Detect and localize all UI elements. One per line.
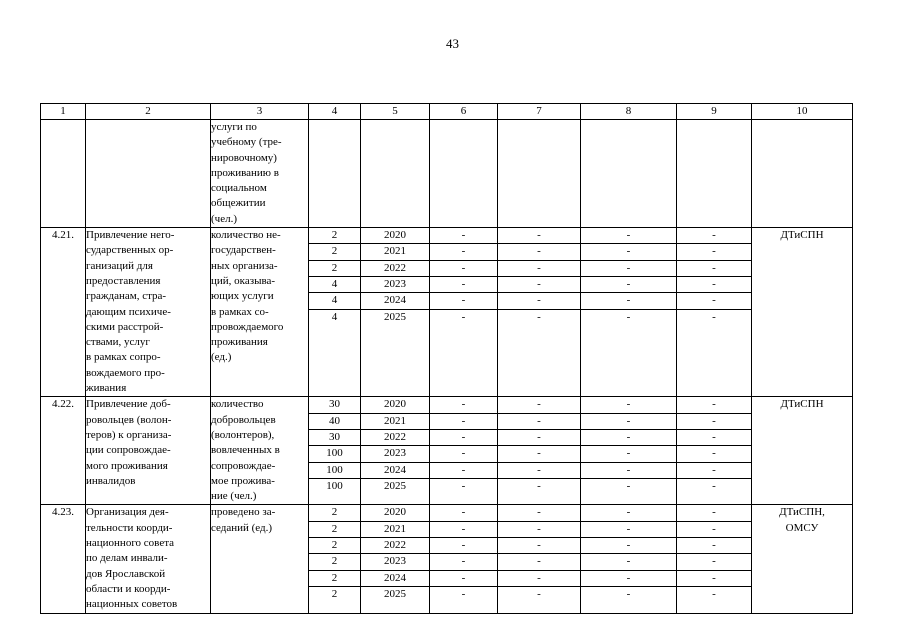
dash-value: - xyxy=(677,228,751,244)
measure-row xyxy=(41,397,853,505)
dash-value: - xyxy=(430,446,497,462)
dash-value: - xyxy=(677,554,751,570)
dash-value: - xyxy=(581,463,676,479)
program-table xyxy=(40,103,853,614)
cell xyxy=(86,120,211,228)
dash-value: - xyxy=(581,293,676,309)
stacked-cell-values xyxy=(309,505,361,613)
dash-value: - xyxy=(581,430,676,446)
indicator-value: 2 xyxy=(309,505,360,521)
dash-value: - xyxy=(581,446,676,462)
dash-value: - xyxy=(677,261,751,277)
stacked-cell-col6 xyxy=(430,397,498,505)
header-col-9: 9 xyxy=(677,104,752,120)
indicator-value: 2 xyxy=(309,538,360,554)
indicator-value: 4 xyxy=(309,293,360,309)
dash-value: - xyxy=(677,414,751,430)
dash-value: - xyxy=(498,414,580,430)
year-value: 2025 xyxy=(384,587,406,600)
dash-value: - xyxy=(498,571,580,587)
indicator-name: проведено за- седаний (ед.) xyxy=(211,505,309,613)
header-col-10: 10 xyxy=(752,104,853,120)
stacked-cell-years xyxy=(361,505,430,613)
dash-value: - xyxy=(537,310,541,323)
stacked-cell-col9 xyxy=(677,228,752,397)
header-col-3: 3 xyxy=(211,104,309,120)
header-col-5: 5 xyxy=(361,104,430,120)
row-id: 4.23. xyxy=(41,505,86,613)
row-id: 4.21. xyxy=(41,228,86,397)
stacked-cell-values xyxy=(309,228,361,397)
dash-value: - xyxy=(537,479,541,492)
cell xyxy=(677,120,752,228)
dash-value: - xyxy=(677,446,751,462)
indicator-value: 100 xyxy=(309,446,360,462)
dash-value: - xyxy=(581,228,676,244)
dash-value: - xyxy=(430,554,497,570)
dash-value: - xyxy=(461,587,466,600)
indicator-value: 2 xyxy=(309,522,360,538)
indicator-value: 30 xyxy=(309,430,360,446)
row-id: 4.22. xyxy=(41,397,86,505)
cell xyxy=(309,120,361,228)
measure-row xyxy=(41,228,853,397)
dash-value: - xyxy=(626,587,631,600)
continuation-indicator: услуги по учебному (тре- нировочному) проживанию в социальном общежитии (чел.) xyxy=(211,120,309,228)
measure-name: Привлечение него- сударственных ор- ганизаций для предоставления гражданам, стра- дающим психиче- скими расстрой- ствами, услуг в рамках сопро- вождаемого про- живания xyxy=(86,228,211,397)
stacked-cell-col6 xyxy=(430,505,498,613)
executor: ДТиСПН, ОМСУ xyxy=(752,505,853,613)
dash-value: - xyxy=(430,463,497,479)
dash-value: - xyxy=(677,293,751,309)
dash-value: - xyxy=(461,310,466,323)
indicator-value: 40 xyxy=(309,414,360,430)
stacked-cell-col6 xyxy=(430,228,498,397)
page-number: 43 xyxy=(446,36,459,51)
indicator-value: 2 xyxy=(309,244,360,260)
dash-value: - xyxy=(430,244,497,260)
stacked-cell-col7 xyxy=(498,228,581,397)
header-col-8: 8 xyxy=(581,104,677,120)
stacked-cell-col8 xyxy=(581,397,677,505)
dash-value: - xyxy=(498,522,580,538)
cell xyxy=(361,120,430,228)
indicator-name: количество не- государствен- ных организа- ций, оказыва- ющих услуги в рамках со- провождаемого проживания (ед.) xyxy=(211,228,309,397)
continuation-row xyxy=(41,120,853,228)
stacked-cell-col9 xyxy=(677,397,752,505)
year-value: 2025 xyxy=(384,479,406,492)
stacked-cell-years xyxy=(361,397,430,505)
measure-name: Организация дея- тельности коорди- национного совета по делам инвали- дов Ярославской области и коорди- национных советов xyxy=(86,505,211,613)
year-value: 2023 xyxy=(361,446,429,462)
indicator-value: 100 xyxy=(309,463,360,479)
indicator-value: 4 xyxy=(309,277,360,293)
stacked-cell-col8 xyxy=(581,505,677,613)
year-value: 2023 xyxy=(361,277,429,293)
executor: ДТиСПН xyxy=(752,228,853,397)
dash-value: - xyxy=(712,479,716,492)
dash-value: - xyxy=(498,228,580,244)
dash-value: - xyxy=(677,397,751,413)
cell xyxy=(498,120,581,228)
stacked-cell-years xyxy=(361,228,430,397)
dash-value: - xyxy=(498,505,580,521)
year-value: 2022 xyxy=(361,538,429,554)
year-value: 2023 xyxy=(361,554,429,570)
dash-value: - xyxy=(677,538,751,554)
dash-value: - xyxy=(537,587,541,600)
cell xyxy=(41,120,86,228)
dash-value: - xyxy=(498,554,580,570)
header-col-1: 1 xyxy=(41,104,86,120)
measure-row xyxy=(41,505,853,613)
indicator-value: 2 xyxy=(309,554,360,570)
indicator-value: 100 xyxy=(326,479,343,492)
dash-value: - xyxy=(712,310,716,323)
measure-name: Привлечение доб- ровольцев (волон- теров) к организа- ции сопровождае- мого проживания инвалидов xyxy=(86,397,211,505)
dash-value: - xyxy=(677,522,751,538)
header-col-7: 7 xyxy=(498,104,581,120)
dash-value: - xyxy=(677,277,751,293)
dash-value: - xyxy=(430,571,497,587)
executor: ДТиСПН xyxy=(752,397,853,505)
dash-value: - xyxy=(430,261,497,277)
dash-value: - xyxy=(430,522,497,538)
dash-value: - xyxy=(626,479,631,492)
year-value: 2024 xyxy=(361,463,429,479)
cell xyxy=(581,120,677,228)
indicator-value: 30 xyxy=(309,397,360,413)
dash-value: - xyxy=(581,538,676,554)
dash-value: - xyxy=(430,538,497,554)
indicator-value: 2 xyxy=(309,228,360,244)
dash-value: - xyxy=(498,277,580,293)
cell xyxy=(752,120,853,228)
dash-value: - xyxy=(581,571,676,587)
dash-value: - xyxy=(498,430,580,446)
dash-value: - xyxy=(581,505,676,521)
stacked-cell-col7 xyxy=(498,505,581,613)
year-value: 2024 xyxy=(361,571,429,587)
dash-value: - xyxy=(581,244,676,260)
dash-value: - xyxy=(430,293,497,309)
indicator-value: 2 xyxy=(309,571,360,587)
dash-value: - xyxy=(626,310,631,323)
dash-value: - xyxy=(461,479,466,492)
dash-value: - xyxy=(581,397,676,413)
dash-value: - xyxy=(430,505,497,521)
indicator-value: 2 xyxy=(309,261,360,277)
dash-value: - xyxy=(581,277,676,293)
stacked-cell-col8 xyxy=(581,228,677,397)
indicator-name: количество добровольцев (волонтеров), вовлеченных в сопровождае- мое прожива- ние (чел.) xyxy=(211,397,309,505)
year-value: 2021 xyxy=(361,244,429,260)
dash-value: - xyxy=(581,554,676,570)
dash-value: - xyxy=(498,293,580,309)
dash-value: - xyxy=(430,414,497,430)
dash-value: - xyxy=(581,522,676,538)
year-value: 2025 xyxy=(384,310,406,323)
year-value: 2022 xyxy=(361,261,429,277)
dash-value: - xyxy=(498,244,580,260)
dash-value: - xyxy=(677,571,751,587)
dash-value: - xyxy=(677,244,751,260)
cell xyxy=(430,120,498,228)
dash-value: - xyxy=(677,505,751,521)
header-col-4: 4 xyxy=(309,104,361,120)
dash-value: - xyxy=(498,397,580,413)
header-col-2: 2 xyxy=(86,104,211,120)
dash-value: - xyxy=(498,446,580,462)
stacked-cell-col9 xyxy=(677,505,752,613)
header-col-6: 6 xyxy=(430,104,498,120)
dash-value: - xyxy=(430,277,497,293)
year-value: 2024 xyxy=(361,293,429,309)
year-value: 2020 xyxy=(361,505,429,521)
year-value: 2020 xyxy=(361,228,429,244)
year-value: 2021 xyxy=(361,522,429,538)
dash-value: - xyxy=(498,538,580,554)
dash-value: - xyxy=(677,430,751,446)
dash-value: - xyxy=(498,463,580,479)
year-value: 2020 xyxy=(361,397,429,413)
indicator-value: 2 xyxy=(331,587,338,600)
dash-value: - xyxy=(581,414,676,430)
year-value: 2022 xyxy=(361,430,429,446)
header-row xyxy=(41,104,853,120)
dash-value: - xyxy=(712,587,716,600)
dash-value: - xyxy=(430,397,497,413)
indicator-value: 4 xyxy=(331,310,338,323)
dash-value: - xyxy=(677,463,751,479)
stacked-cell-values xyxy=(309,397,361,505)
dash-value: - xyxy=(430,430,497,446)
stacked-cell-col7 xyxy=(498,397,581,505)
dash-value: - xyxy=(498,261,580,277)
dash-value: - xyxy=(430,228,497,244)
dash-value: - xyxy=(581,261,676,277)
year-value: 2021 xyxy=(361,414,429,430)
